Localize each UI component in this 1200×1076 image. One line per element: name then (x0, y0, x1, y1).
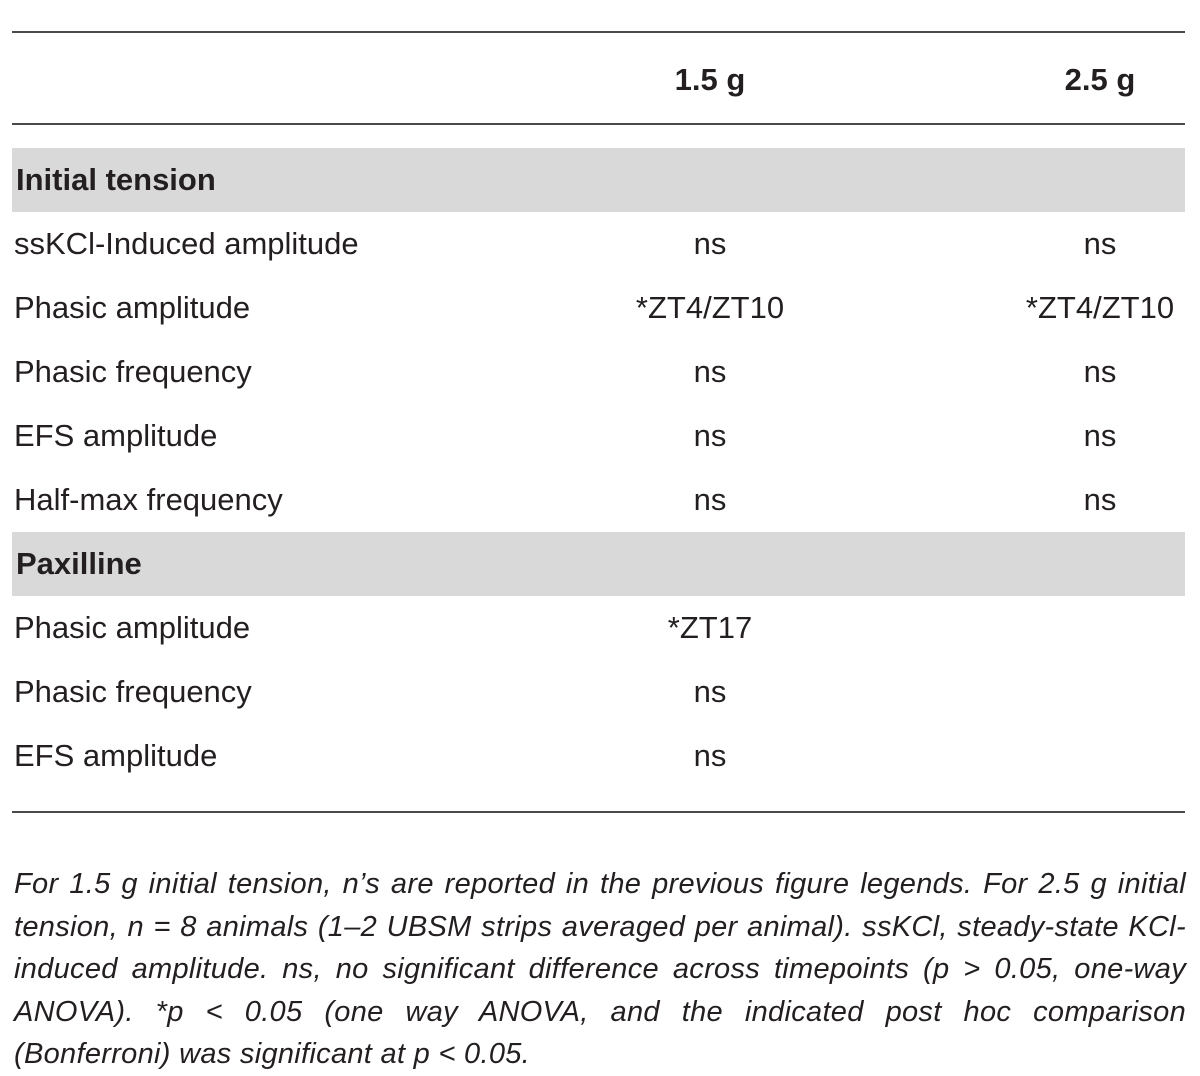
table-row (12, 724, 1185, 788)
cell-2-5g: ns (1083, 354, 1117, 389)
table-row (12, 276, 1185, 340)
section-header-paxilline (12, 532, 1185, 596)
cell-2-5g: ns (1083, 226, 1117, 261)
cell-1-5g: ns (693, 738, 727, 773)
cell-2-5g: *ZT4/ZT10 (1025, 290, 1175, 325)
section-title: Paxilline (16, 546, 142, 581)
row-label: Phasic frequency (14, 674, 252, 709)
column-header-1-5g: 1.5 g (674, 62, 746, 97)
table-row (12, 468, 1185, 532)
table-row (12, 404, 1185, 468)
cell-2-5g: ns (1083, 418, 1117, 453)
row-label: Phasic frequency (14, 354, 252, 389)
table-row (12, 340, 1185, 404)
table-footnote: For 1.5 g initial tension, n’s are reported in the previous figure legends. For 2.5 g initial tension, n = 8 animals (1–2 UBSM strips averaged per animal). ssKCl, steady-state KCl-induced amplitude. ns, no significant difference across timepoints (p > 0.05, one-way ANOVA). *p < 0.05 (one way ANOVA, and the indicated post hoc comparison (Bonferroni) was significant at p < 0.05. (14, 868, 1186, 1070)
row-label: EFS amplitude (14, 738, 218, 773)
table-row (12, 660, 1185, 724)
table-bottom-rule (12, 811, 1185, 813)
cell-1-5g: ns (693, 418, 727, 453)
table-row (12, 212, 1185, 276)
row-label: Half-max frequency (14, 482, 283, 517)
cell-1-5g: ns (693, 226, 727, 261)
cell-1-5g: ns (693, 354, 727, 389)
section-header-initial-tension (12, 148, 1185, 212)
table-top-rule (12, 31, 1185, 33)
header-rule (12, 123, 1185, 125)
section-title: Initial tension (16, 162, 216, 197)
cell-1-5g: ns (693, 674, 727, 709)
row-label: EFS amplitude (14, 418, 218, 453)
cell-2-5g: ns (1083, 482, 1117, 517)
table-row (12, 596, 1185, 660)
row-label: Phasic amplitude (14, 610, 251, 645)
row-label: Phasic amplitude (14, 290, 251, 325)
column-header-2-5g: 2.5 g (1064, 62, 1136, 97)
cell-1-5g: ns (693, 482, 727, 517)
row-label: ssKCl-Induced amplitude (14, 226, 359, 261)
cell-1-5g: *ZT17 (667, 610, 753, 645)
cell-1-5g: *ZT4/ZT10 (635, 290, 785, 325)
